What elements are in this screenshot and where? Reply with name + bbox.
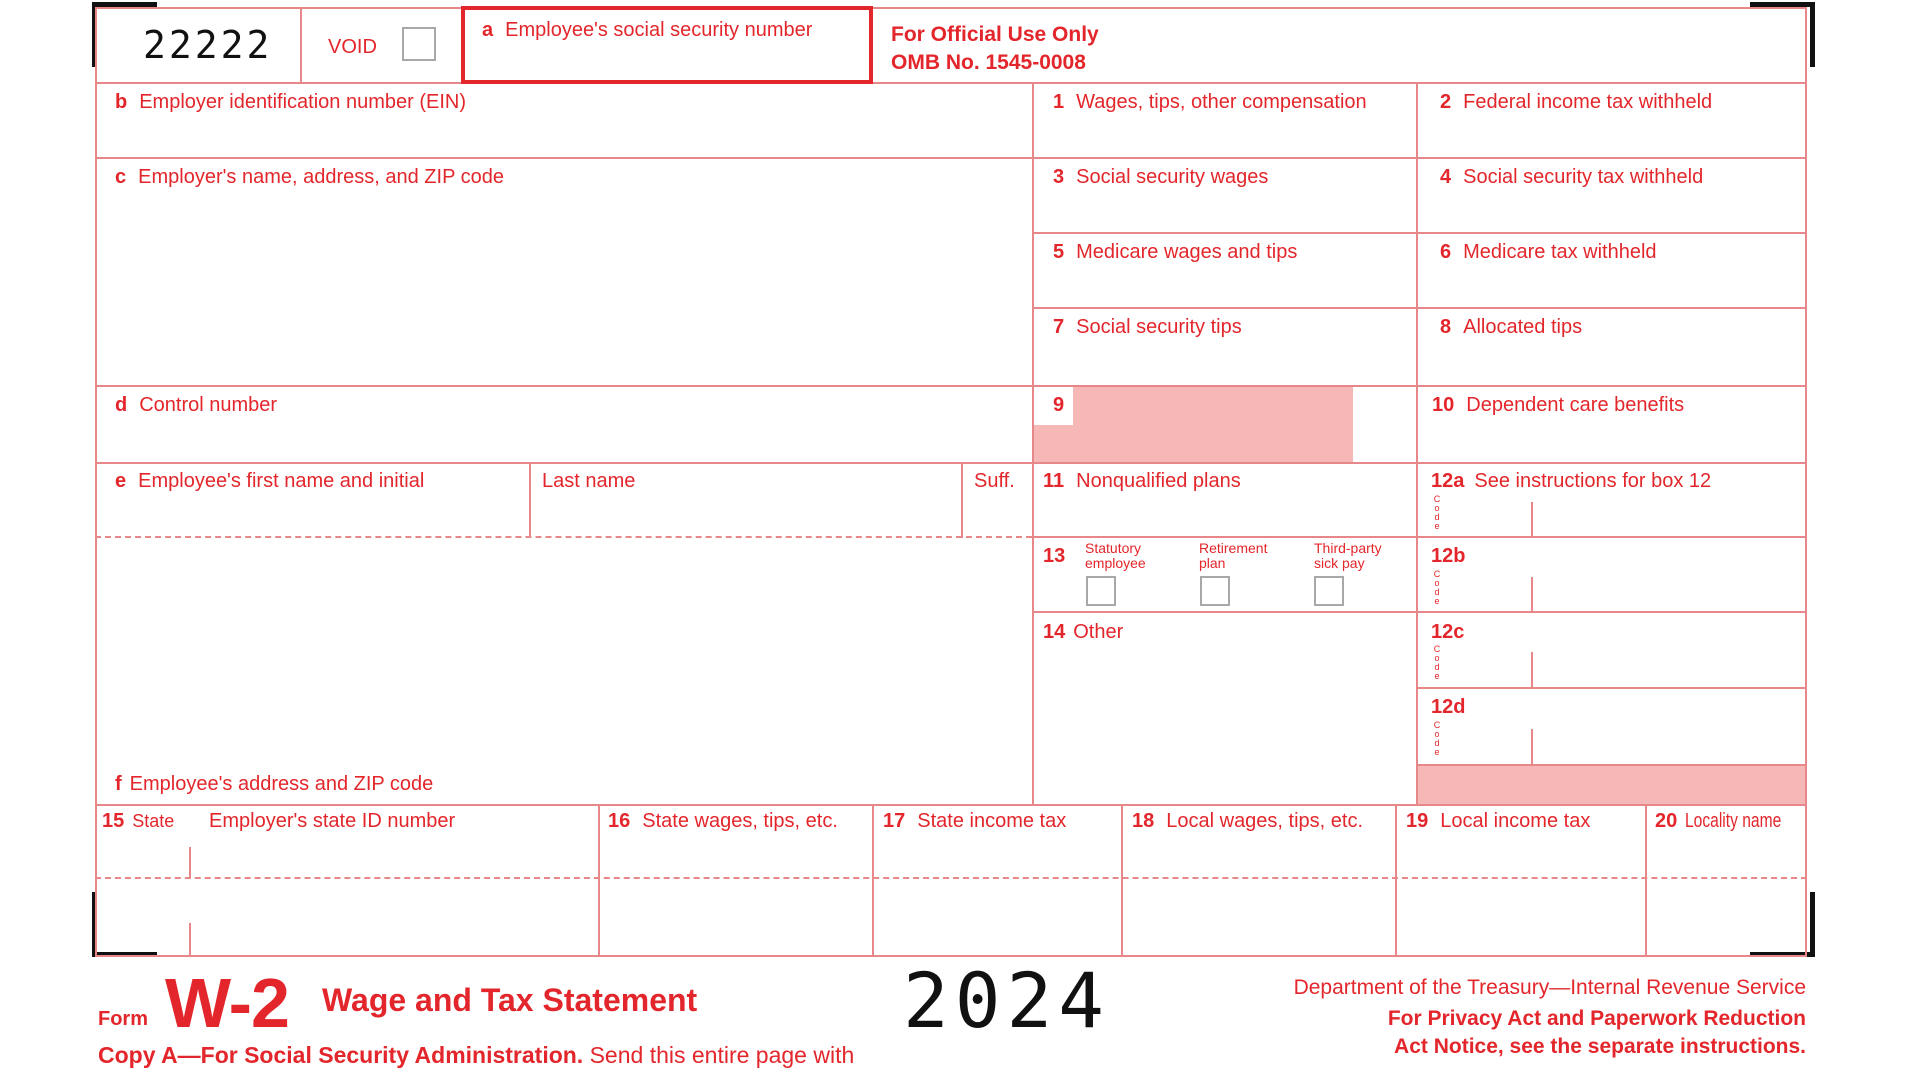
box-8-label: [1440, 316, 1582, 339]
box-10-text: Dependent care benefits: [1466, 394, 1685, 416]
box-14-number: 14: [1043, 621, 1066, 643]
box-b-letter: b: [115, 91, 128, 113]
state-row-2-field[interactable]: [97, 880, 1803, 953]
box-a-text: Employee's social security number: [505, 19, 813, 41]
box-16-label: [608, 810, 838, 833]
box-1-text: Wages, tips, other compensation: [1076, 91, 1367, 113]
box-12b-code-field[interactable]: [1445, 577, 1529, 611]
box-16-text: State wages, tips, etc.: [642, 810, 838, 832]
box-3-number: 3: [1053, 166, 1065, 188]
form-word: Form: [98, 1008, 148, 1030]
suffix-field[interactable]: [963, 497, 1031, 535]
box-17-label: [883, 810, 1066, 833]
box-2-number: 2: [1440, 91, 1452, 113]
box-12c-number: 12c: [1431, 621, 1465, 643]
box-1-number: 1: [1053, 91, 1065, 113]
box-5-field[interactable]: [1034, 269, 1414, 305]
rule-dashed: [95, 877, 1807, 879]
box-d-field[interactable]: [97, 387, 1031, 461]
last-name-label: Last name: [542, 470, 636, 492]
retirement-plan-checkbox[interactable]: [1200, 576, 1230, 606]
box-14-text: Other: [1073, 621, 1124, 643]
box-9-number: 9: [1053, 394, 1065, 416]
box-6-field[interactable]: [1418, 269, 1804, 305]
box-17-text: State income tax: [917, 810, 1067, 832]
box-7-field[interactable]: [1034, 344, 1414, 382]
box-2-field[interactable]: [1418, 119, 1804, 155]
box-b-text: Employer identification number (EIN): [139, 91, 467, 113]
box-12a-text: See instructions for box 12: [1474, 470, 1712, 492]
box-11-label: [1043, 470, 1241, 493]
box-7-number: 7: [1053, 316, 1065, 338]
box-c-field[interactable]: [97, 159, 1031, 384]
rule-dashed: [95, 536, 1032, 538]
box-4-field[interactable]: [1418, 194, 1804, 230]
first-name-field[interactable]: [97, 497, 527, 535]
box-f-text: Employee's address and ZIP code: [129, 773, 434, 795]
box-10-field[interactable]: [1418, 422, 1804, 460]
box-10-number: 10: [1432, 394, 1455, 416]
box-10-label: [1432, 394, 1684, 417]
box-15-state-text: State: [132, 811, 175, 831]
box-12b-number: 12b: [1431, 545, 1466, 567]
form-title: Wage and Tax Statement: [322, 982, 698, 1018]
box-14-field[interactable]: [1034, 647, 1414, 802]
box-8-field[interactable]: [1418, 344, 1804, 382]
box-12a-code-field[interactable]: [1445, 502, 1529, 536]
box-11-field[interactable]: [1034, 499, 1414, 535]
box-12b-amount-field[interactable]: [1535, 577, 1803, 611]
box-b-field[interactable]: [97, 84, 1031, 156]
box-20-label: [1655, 810, 1809, 833]
rule: [1416, 764, 1805, 766]
w2-form: [95, 7, 1807, 957]
void-checkbox[interactable]: [402, 27, 436, 61]
statutory-employee-checkbox[interactable]: [1086, 576, 1116, 606]
box-15-state-id-label: Employer's state ID number: [209, 810, 456, 832]
rule: [1032, 536, 1807, 538]
box-13-label: [1043, 545, 1077, 568]
rule: [95, 462, 1807, 464]
box-2-text: Federal income tax withheld: [1463, 91, 1713, 113]
box-1-field[interactable]: [1034, 119, 1414, 155]
box-3-text: Social security wages: [1076, 166, 1269, 188]
box-8-number: 8: [1440, 316, 1452, 338]
box-c-letter: c: [115, 166, 127, 188]
box-12c-code-field[interactable]: [1445, 652, 1529, 686]
box-12d-code-caption: Code: [1433, 720, 1441, 757]
box-4-number: 4: [1440, 166, 1452, 188]
frame-bottom: [95, 955, 1807, 957]
employee-address-field[interactable]: [97, 540, 1031, 770]
box-13-number: 13: [1043, 545, 1066, 567]
box-7-text: Social security tips: [1076, 316, 1242, 338]
box-e-text: Employee's first name and initial: [138, 470, 425, 492]
box-12c-amount-field[interactable]: [1535, 652, 1803, 686]
box-6-label: [1440, 241, 1657, 264]
rule-v: [300, 7, 302, 82]
box-12a-number: 12a: [1431, 470, 1465, 492]
suffix-label: Suff.: [974, 470, 1015, 492]
third-party-sick-pay-checkbox[interactable]: [1314, 576, 1344, 606]
statutory-employee-label: Statutory employee: [1085, 540, 1146, 571]
department-text: Department of the Treasury—Internal Revenue Service: [1293, 976, 1806, 999]
rule: [1416, 687, 1805, 689]
box-5-label: [1053, 241, 1297, 264]
box-1-label: [1053, 91, 1367, 114]
rule-v: [1531, 502, 1533, 538]
frame-top: [95, 7, 1807, 9]
box-d-text: Control number: [139, 394, 278, 416]
box-d-letter: d: [115, 394, 128, 416]
box-12d-amount-field[interactable]: [1535, 729, 1803, 763]
copy-a-bold: Copy A—For Social Security Administration.: [98, 1042, 584, 1068]
box-5-text: Medicare wages and tips: [1076, 241, 1298, 263]
box-3-field[interactable]: [1034, 194, 1414, 230]
box-19-number: 19: [1406, 810, 1429, 832]
box-a-ssn[interactable]: [461, 6, 873, 84]
box-12b-label: [1431, 545, 1477, 568]
box-12d-code-field[interactable]: [1445, 729, 1529, 763]
rule: [1032, 307, 1807, 309]
box-19-text: Local income tax: [1440, 810, 1591, 832]
privacy-notice-line-2: Act Notice, see the separate instructions.: [1394, 1035, 1806, 1058]
rule: [1032, 611, 1807, 613]
tax-year: 2024: [903, 956, 1111, 1045]
rule: [1032, 232, 1807, 234]
copy-a-line: [98, 1042, 854, 1069]
box-12a-code-caption: Code: [1433, 494, 1441, 531]
box-8-text: Allocated tips: [1463, 316, 1583, 338]
box-12d-label: [1431, 696, 1477, 719]
box-18-number: 18: [1132, 810, 1155, 832]
box-12-bottom-shade: [1416, 765, 1805, 804]
box-20-number: 20: [1655, 810, 1678, 832]
omb-number: OMB No. 1545-0008: [891, 51, 1086, 74]
box-4-text: Social security tax withheld: [1463, 166, 1704, 188]
box-4-label: [1440, 166, 1703, 189]
box-12a-amount-field[interactable]: [1535, 502, 1803, 536]
box-6-text: Medicare tax withheld: [1463, 241, 1657, 263]
box-16-number: 16: [608, 810, 631, 832]
form-code: 22222: [143, 23, 273, 67]
box-18-text: Local wages, tips, etc.: [1166, 810, 1364, 832]
rule-v: [1531, 729, 1533, 765]
box-15-number: 15: [102, 810, 125, 832]
box-a-letter: a: [482, 19, 494, 41]
box-20-text: Locality name: [1685, 810, 1782, 832]
box-9-shade: [1032, 387, 1353, 462]
last-name-field[interactable]: [531, 497, 959, 535]
box-15-label: [102, 810, 174, 833]
box-9-label: [1053, 394, 1076, 417]
rule: [95, 804, 1807, 806]
box-e-letter: e: [115, 470, 127, 492]
retirement-plan-label: Retirement plan: [1199, 540, 1268, 571]
rule-v: [1531, 577, 1533, 613]
state-row-1-field[interactable]: [97, 837, 1803, 875]
official-use-block: [891, 21, 1099, 77]
rule-v: [1531, 652, 1533, 688]
box-5-number: 5: [1053, 241, 1065, 263]
box-17-number: 17: [883, 810, 906, 832]
copy-a-rest: Send this entire page with: [589, 1042, 855, 1068]
box-14-label: [1043, 621, 1123, 644]
box-f-label: [115, 773, 433, 796]
box-c-text: Employer's name, address, and ZIP code: [138, 166, 504, 188]
box-3-label: [1053, 166, 1268, 189]
box-18-label: [1132, 810, 1363, 833]
box-7-label: [1053, 316, 1242, 339]
official-use-text: For Official Use Only: [891, 23, 1099, 46]
privacy-notice-line-1: For Privacy Act and Paperwork Reduction: [1387, 1007, 1806, 1030]
box-11-text: Nonqualified plans: [1076, 470, 1241, 492]
box-12b-code-caption: Code: [1433, 569, 1441, 606]
box-2-label: [1440, 91, 1712, 114]
box-12c-code-caption: Code: [1433, 644, 1441, 681]
box-6-number: 6: [1440, 241, 1452, 263]
void-label: VOID: [328, 36, 377, 58]
box-19-label: [1406, 810, 1590, 833]
box-f-letter: f: [115, 773, 122, 795]
box-11-number: 11: [1043, 470, 1065, 492]
form-name: W-2: [165, 964, 289, 1042]
box-12d-number: 12d: [1431, 696, 1466, 718]
box-a-label: [482, 19, 812, 42]
third-party-sick-pay-label: Third-party sick pay: [1314, 540, 1382, 571]
box-12c-label: [1431, 621, 1476, 644]
box-e-label: [115, 470, 424, 493]
box-12a-label: [1431, 470, 1711, 493]
